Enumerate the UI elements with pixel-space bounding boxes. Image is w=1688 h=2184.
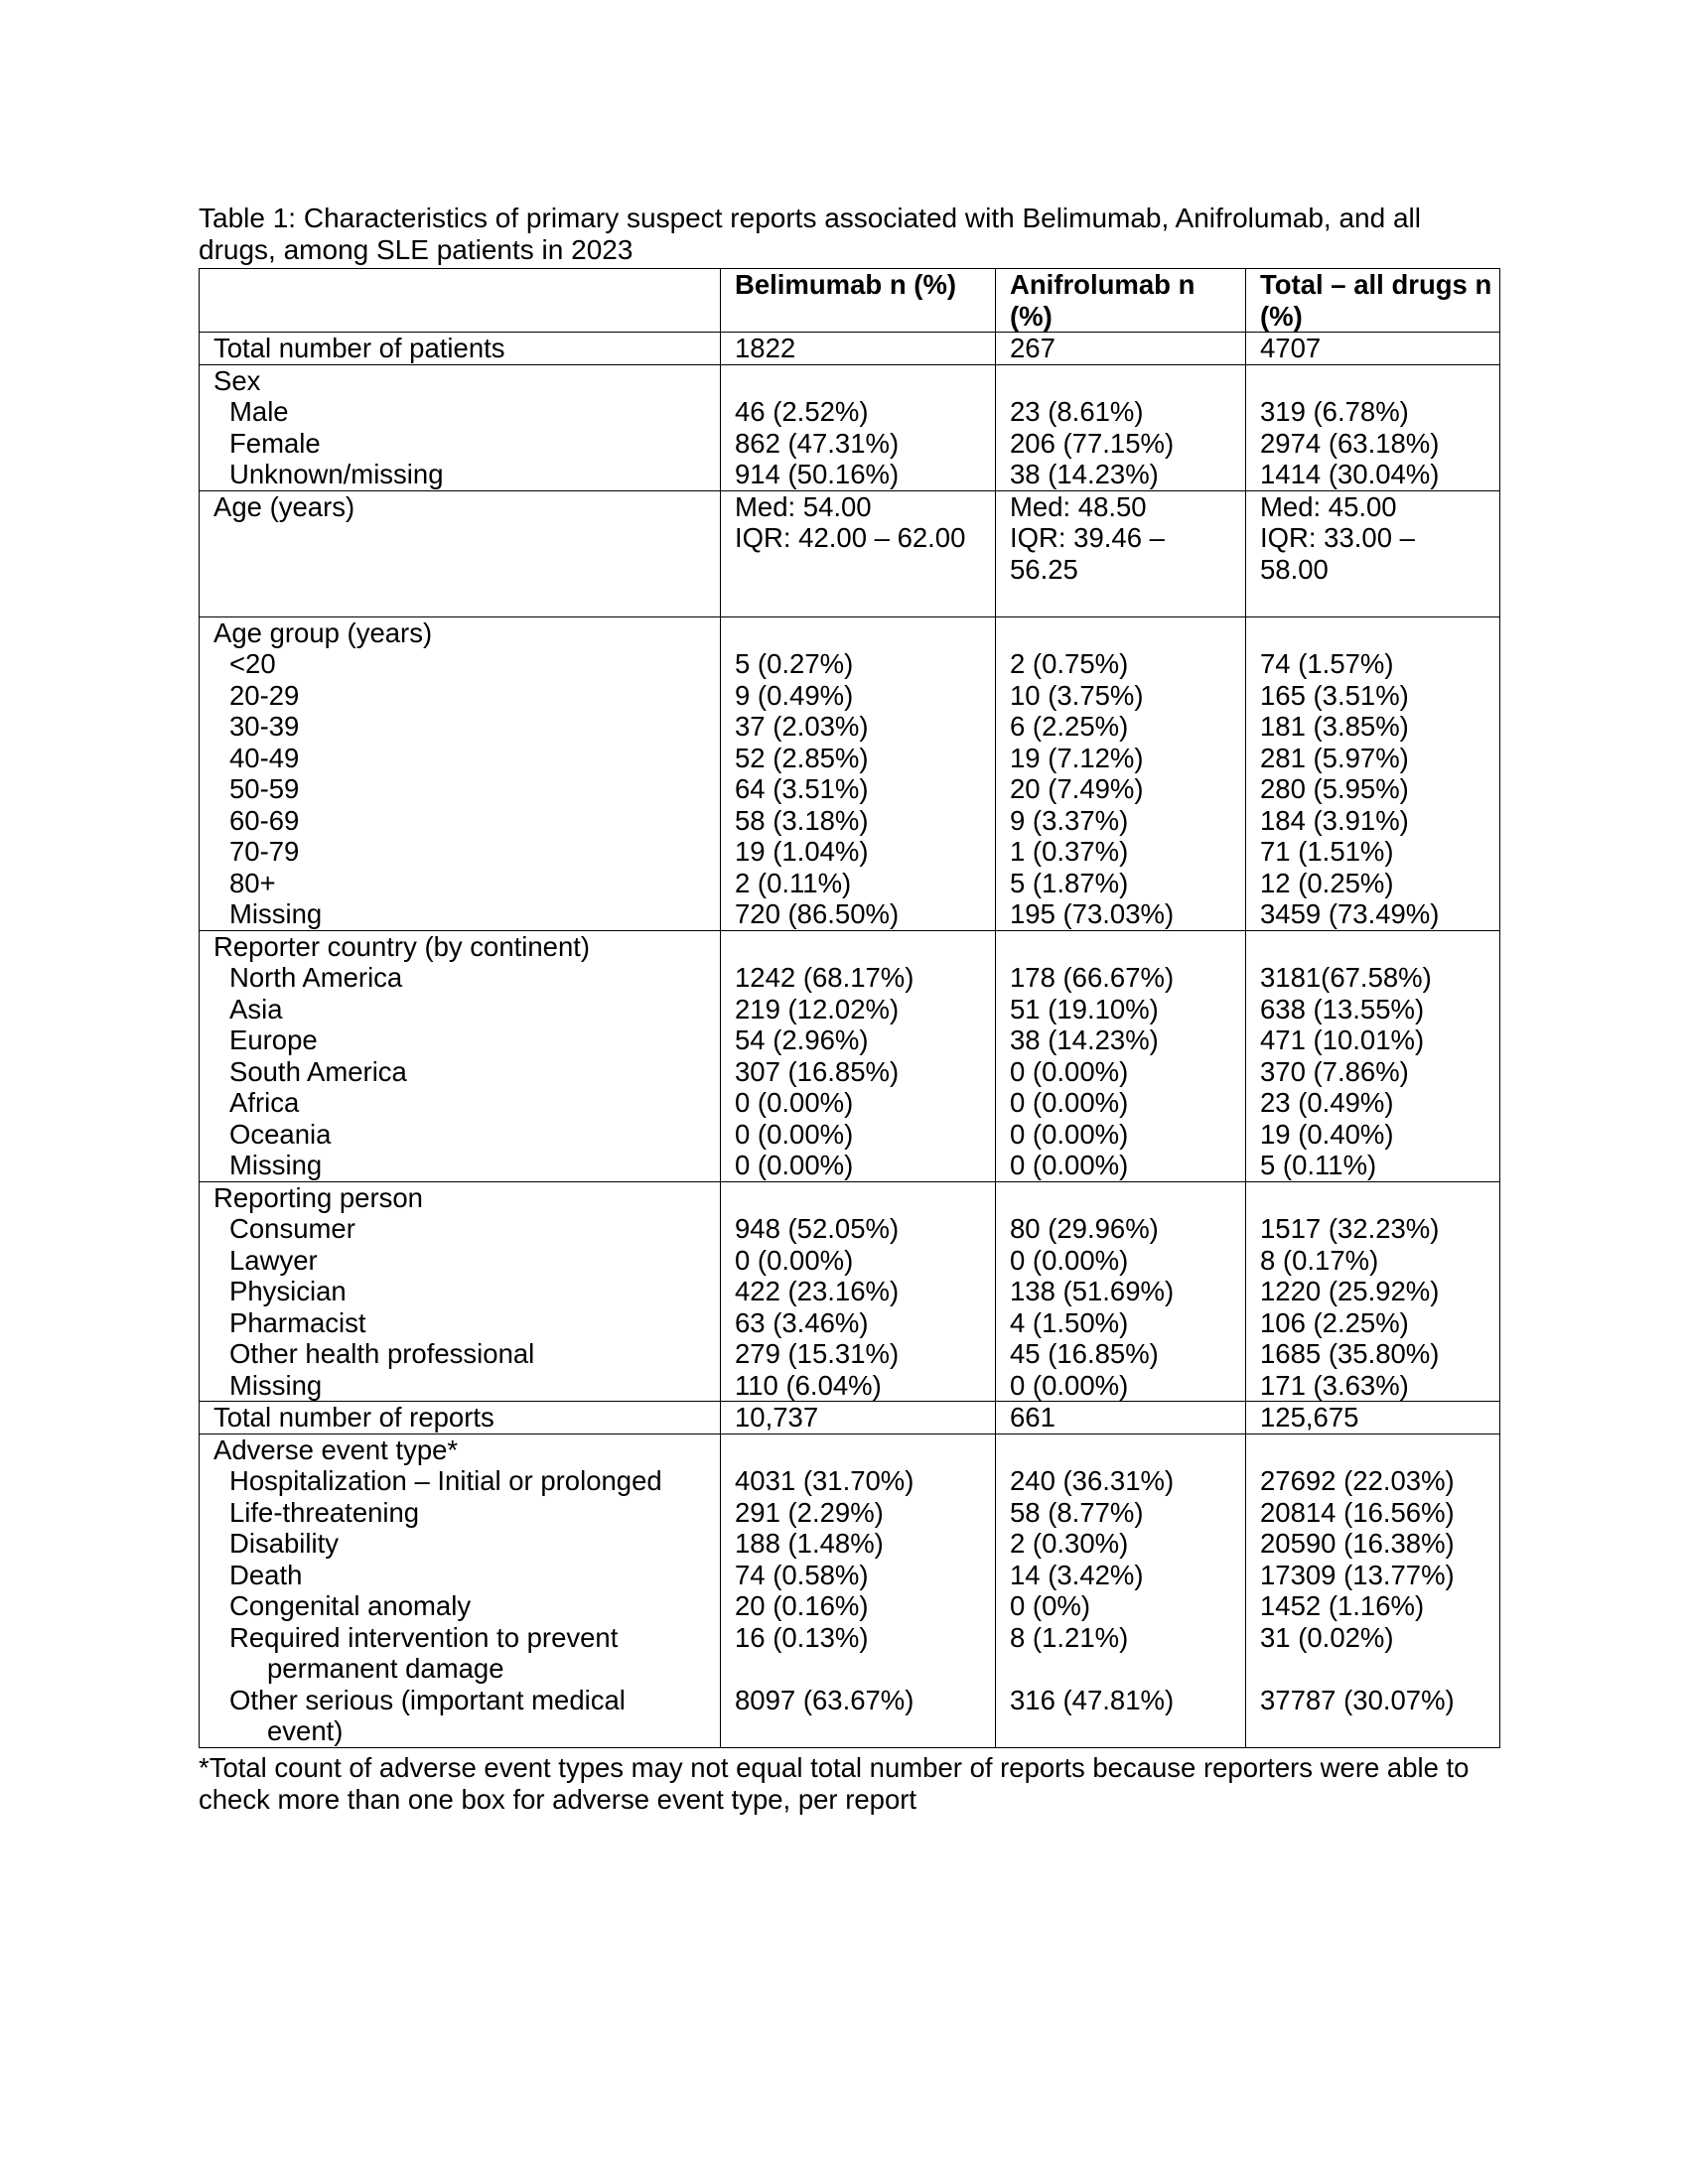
cell-value: 51 (19.10%)	[1010, 993, 1159, 1024]
cell-anifrolumab: 267	[996, 333, 1246, 365]
row-label: Missing	[229, 898, 323, 929]
cell-total	[1246, 1433, 1500, 1747]
cell-value: 19 (0.40%)	[1260, 1118, 1394, 1150]
row-label: Pharmacist	[229, 1306, 366, 1338]
cell-value: Med: 54.00	[735, 490, 872, 522]
cell-value: IQR: 39.46 –	[1010, 522, 1165, 553]
cell-value: 80 (29.96%)	[1010, 1213, 1159, 1244]
row-label: Unknown/missing	[229, 459, 444, 489]
cell-value: 0 (0%)	[1010, 1590, 1090, 1621]
row-label: Female	[229, 427, 321, 459]
section-label: Reporter country (by continent)	[213, 930, 591, 962]
table-row	[200, 364, 1500, 490]
row-label: Physician	[229, 1276, 347, 1306]
cell-anifrolumab	[996, 364, 1246, 490]
cell-value: 1 (0.37%)	[1010, 836, 1129, 867]
cell-value: 63 (3.46%)	[735, 1306, 869, 1338]
cell-anifrolumab	[996, 490, 1246, 616]
header-belimumab: Belimumab n (%)	[721, 269, 996, 333]
cell-value: 12 (0.25%)	[1260, 867, 1394, 898]
cell-total	[1246, 1181, 1500, 1402]
cell-total: 4707	[1246, 333, 1500, 365]
cell-value: 0 (0.00%)	[735, 1118, 854, 1150]
cell-value: 279 (15.31%)	[735, 1338, 900, 1369]
cell-value: 0 (0.00%)	[1010, 1055, 1129, 1087]
table-row	[200, 333, 1500, 365]
cell-value: 195 (73.03%)	[1010, 898, 1175, 929]
section-label-cell	[200, 1181, 721, 1402]
cell-total: 125,675	[1246, 1402, 1500, 1434]
cell-value: 74 (1.57%)	[1260, 648, 1394, 679]
table-row	[200, 930, 1500, 1181]
document-page	[199, 203, 1499, 1816]
cell-value: 6 (2.25%)	[1010, 711, 1129, 742]
row-label-continued: permanent damage	[267, 1653, 504, 1684]
cell-value: 0 (0.00%)	[1010, 1150, 1129, 1180]
table-row	[200, 1402, 1500, 1434]
row-label: Other serious (important medical	[229, 1684, 626, 1715]
cell-value: 31 (0.02%)	[1260, 1621, 1394, 1653]
cell-value: 20 (0.16%)	[735, 1590, 869, 1621]
row-label: Missing	[229, 1150, 323, 1180]
cell-value: 0 (0.00%)	[735, 1244, 854, 1276]
cell-value: 1685 (35.80%)	[1260, 1338, 1440, 1369]
cell-value: 0 (0.00%)	[1010, 1087, 1129, 1118]
cell-value: 71 (1.51%)	[1260, 836, 1394, 867]
cell-total	[1246, 930, 1500, 1181]
cell-value: 16 (0.13%)	[735, 1621, 869, 1653]
row-label: Hospitalization – Initial or prolonged	[229, 1465, 662, 1496]
cell-anifrolumab	[996, 1181, 1246, 1402]
section-label: Sex	[213, 364, 261, 396]
cell-value: 38 (14.23%)	[1010, 459, 1159, 489]
cell-value: 316 (47.81%)	[1010, 1684, 1175, 1715]
cell-value: 23 (0.49%)	[1260, 1087, 1394, 1118]
cell-value: 0 (0.00%)	[735, 1087, 854, 1118]
cell-belimumab	[721, 1433, 996, 1747]
cell-belimumab	[721, 616, 996, 930]
cell-value: 23 (8.61%)	[1010, 396, 1144, 427]
cell-belimumab: 10,737	[721, 1402, 996, 1434]
cell-value: 10 (3.75%)	[1010, 679, 1144, 711]
cell-value: 38 (14.23%)	[1010, 1024, 1159, 1055]
section-label-cell	[200, 1433, 721, 1747]
cell-value: 206 (77.15%)	[1010, 427, 1175, 459]
cell-value: IQR: 33.00 –	[1260, 522, 1415, 553]
cell-total	[1246, 616, 1500, 930]
row-label: South America	[229, 1055, 407, 1087]
cell-value: 20814 (16.56%)	[1260, 1496, 1455, 1528]
cell-value: 37787 (30.07%)	[1260, 1684, 1455, 1715]
cell-value: 240 (36.31%)	[1010, 1465, 1175, 1496]
cell-value: 54 (2.96%)	[735, 1024, 869, 1055]
cell-value: 74 (0.58%)	[735, 1559, 869, 1590]
cell-value: 291 (2.29%)	[735, 1496, 884, 1528]
cell-value: 165 (3.51%)	[1260, 679, 1409, 711]
table-footnote: *Total count of adverse event types may not equal total number of reports because reporters were able to check more than one box for adverse event type, per report	[199, 1751, 1470, 1815]
row-label: 30-39	[229, 711, 300, 742]
cell-value: 19 (7.12%)	[1010, 742, 1144, 773]
row-label: Death	[229, 1559, 303, 1590]
section-label-cell	[200, 364, 721, 490]
row-label: Consumer	[229, 1213, 355, 1244]
row-label: Lawyer	[229, 1244, 318, 1276]
section-label: Adverse event type*	[213, 1433, 459, 1465]
cell-value: 58.00	[1260, 553, 1329, 585]
table-row	[200, 490, 1500, 616]
row-label: Life-threatening	[229, 1496, 420, 1528]
cell-value: 138 (51.69%)	[1010, 1276, 1175, 1306]
row-label: North America	[229, 962, 403, 993]
cell-value: 20590 (16.38%)	[1260, 1528, 1455, 1559]
cell-value: 0 (0.00%)	[735, 1150, 854, 1180]
cell-value: 2 (0.30%)	[1010, 1528, 1129, 1559]
cell-value: 19 (1.04%)	[735, 836, 869, 867]
section-label-cell	[200, 930, 721, 1181]
cell-value: 27692 (22.03%)	[1260, 1465, 1455, 1496]
cell-value: 8 (0.17%)	[1260, 1244, 1379, 1276]
cell-value: 5 (0.27%)	[735, 648, 854, 679]
cell-value: 181 (3.85%)	[1260, 711, 1409, 742]
cell-value: 319 (6.78%)	[1260, 396, 1409, 427]
row-label: Congenital anomaly	[229, 1590, 472, 1621]
table-caption: Table 1: Characteristics of primary suspect reports associated with Belimumab, Anifrolumab, and all drugs, among SLE patients in 2023	[199, 203, 1421, 265]
section-label: Age group (years)	[213, 616, 433, 648]
cell-value: 1414 (30.04%)	[1260, 459, 1440, 489]
cell-value: 1220 (25.92%)	[1260, 1276, 1440, 1306]
row-label: Male	[229, 396, 289, 427]
section-label: Age (years)	[213, 490, 355, 522]
row-label-continued: event)	[267, 1715, 344, 1746]
table-row	[200, 1181, 1500, 1402]
cell-value: 307 (16.85%)	[735, 1055, 900, 1087]
header-anifrolumab: Anifrolumab n (%)	[996, 269, 1246, 333]
cell-value: 184 (3.91%)	[1260, 804, 1409, 836]
row-label: Required intervention to prevent	[229, 1621, 619, 1653]
row-label: 40-49	[229, 742, 300, 773]
cell-value: 0 (0.00%)	[1010, 1118, 1129, 1150]
row-label: Disability	[229, 1528, 340, 1559]
cell-value: 2974 (63.18%)	[1260, 427, 1440, 459]
characteristics-table	[199, 268, 1500, 1748]
cell-value: 720 (86.50%)	[735, 898, 900, 929]
cell-total	[1246, 490, 1500, 616]
cell-belimumab: 1822	[721, 333, 996, 365]
cell-value: 9 (0.49%)	[735, 679, 854, 711]
cell-value: 178 (66.67%)	[1010, 962, 1175, 993]
cell-value: 471 (10.01%)	[1260, 1024, 1425, 1055]
cell-value: 280 (5.95%)	[1260, 773, 1409, 804]
cell-value: 106 (2.25%)	[1260, 1306, 1409, 1338]
cell-belimumab	[721, 490, 996, 616]
cell-belimumab	[721, 930, 996, 1181]
row-label: Total number of reports	[200, 1402, 721, 1434]
cell-value: 370 (7.86%)	[1260, 1055, 1409, 1087]
row-label: Oceania	[229, 1118, 332, 1150]
cell-value: Med: 48.50	[1010, 490, 1147, 522]
row-label: 20-29	[229, 679, 300, 711]
cell-value: 914 (50.16%)	[735, 459, 900, 489]
cell-belimumab	[721, 1181, 996, 1402]
cell-value: 188 (1.48%)	[735, 1528, 884, 1559]
cell-value: Med: 45.00	[1260, 490, 1397, 522]
cell-value: 1517 (32.23%)	[1260, 1213, 1440, 1244]
section-label-cell	[200, 616, 721, 930]
cell-belimumab	[721, 364, 996, 490]
cell-value: 638 (13.55%)	[1260, 993, 1425, 1024]
cell-value: 862 (47.31%)	[735, 427, 900, 459]
cell-value: 171 (3.63%)	[1260, 1369, 1409, 1401]
cell-value: 45 (16.85%)	[1010, 1338, 1159, 1369]
table-row	[200, 1433, 1500, 1747]
cell-value: 219 (12.02%)	[735, 993, 900, 1024]
cell-value: 2 (0.11%)	[735, 867, 852, 898]
cell-value: 3181(67.58%)	[1260, 962, 1432, 993]
cell-value: 9 (3.37%)	[1010, 804, 1129, 836]
cell-value: 4 (1.50%)	[1010, 1306, 1129, 1338]
cell-value: 281 (5.97%)	[1260, 742, 1409, 773]
cell-anifrolumab	[996, 1433, 1246, 1747]
row-label: <20	[229, 648, 276, 679]
cell-value: 20 (7.49%)	[1010, 773, 1144, 804]
cell-value: 58 (3.18%)	[735, 804, 869, 836]
cell-value: 58 (8.77%)	[1010, 1496, 1144, 1528]
table-header-row	[200, 269, 1500, 333]
cell-total	[1246, 364, 1500, 490]
row-label: Total number of patients	[200, 333, 721, 365]
cell-value: 0 (0.00%)	[1010, 1244, 1129, 1276]
row-label	[200, 490, 721, 616]
row-label: Asia	[229, 993, 283, 1024]
cell-value: 3459 (73.49%)	[1260, 898, 1440, 929]
table-row	[200, 616, 1500, 930]
row-label: 70-79	[229, 836, 300, 867]
cell-value: 5 (1.87%)	[1010, 867, 1129, 898]
cell-value: 8 (1.21%)	[1010, 1621, 1129, 1653]
cell-value: 948 (52.05%)	[735, 1213, 900, 1244]
cell-value: 37 (2.03%)	[735, 711, 869, 742]
cell-value: 110 (6.04%)	[735, 1369, 882, 1401]
cell-value: 4031 (31.70%)	[735, 1465, 914, 1496]
cell-value: 0 (0.00%)	[1010, 1369, 1129, 1401]
row-label: Other health professional	[229, 1338, 535, 1369]
cell-value: 1242 (68.17%)	[735, 962, 914, 993]
cell-value: 56.25	[1010, 553, 1078, 585]
header-blank	[200, 269, 721, 333]
row-label: Europe	[229, 1024, 318, 1055]
cell-value: 5 (0.11%)	[1260, 1150, 1377, 1180]
cell-value: 2 (0.75%)	[1010, 648, 1129, 679]
header-total: Total – all drugs n (%)	[1246, 269, 1500, 333]
cell-value: 52 (2.85%)	[735, 742, 869, 773]
cell-value: 64 (3.51%)	[735, 773, 869, 804]
cell-anifrolumab	[996, 930, 1246, 1181]
section-label: Reporting person	[213, 1181, 423, 1213]
cell-value: 14 (3.42%)	[1010, 1559, 1144, 1590]
cell-value: 1452 (1.16%)	[1260, 1590, 1425, 1621]
row-label: Missing	[229, 1369, 323, 1401]
cell-value: 46 (2.52%)	[735, 396, 869, 427]
cell-value: 17309 (13.77%)	[1260, 1559, 1455, 1590]
cell-value: 422 (23.16%)	[735, 1276, 900, 1306]
row-label: 80+	[229, 867, 276, 898]
cell-anifrolumab	[996, 616, 1246, 930]
cell-value: IQR: 42.00 – 62.00	[735, 522, 966, 553]
row-label: 50-59	[229, 773, 300, 804]
cell-anifrolumab: 661	[996, 1402, 1246, 1434]
cell-value: 8097 (63.67%)	[735, 1684, 914, 1715]
row-label: 60-69	[229, 804, 300, 836]
row-label: Africa	[229, 1087, 300, 1118]
